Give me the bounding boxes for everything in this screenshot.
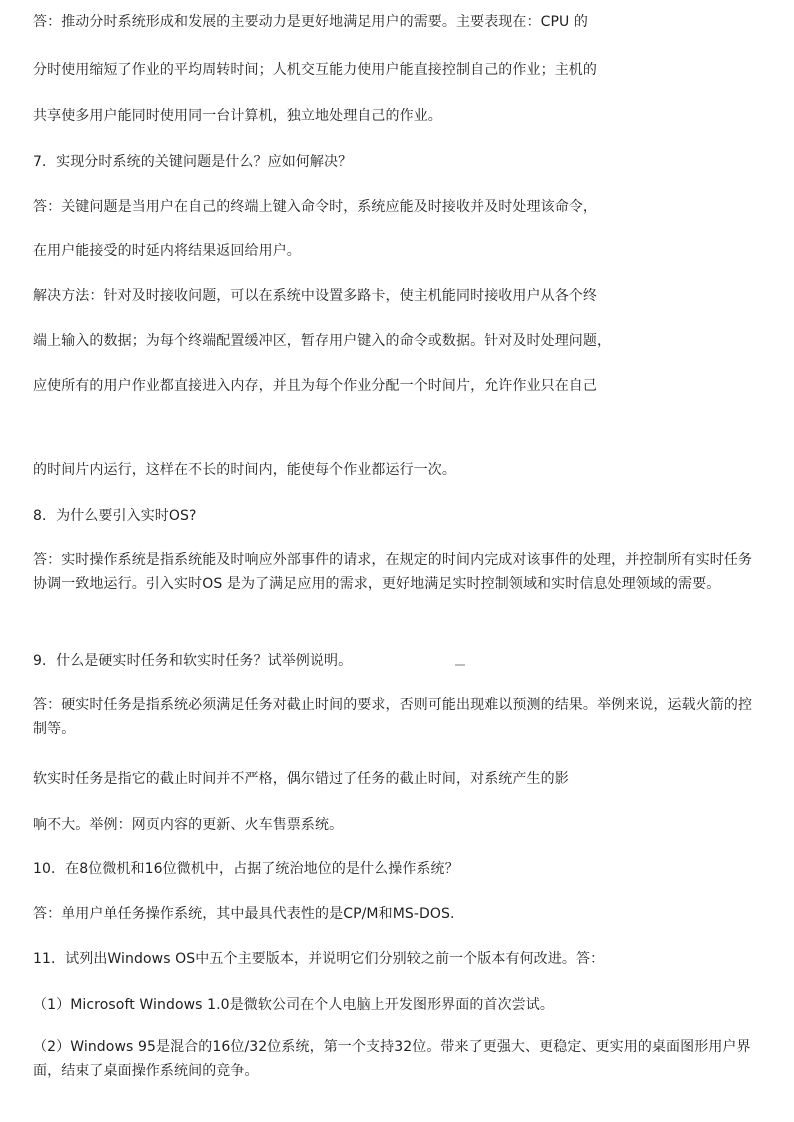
question-8: 8．为什么要引入实时OS? [33,508,197,524]
small-mark [455,664,465,666]
soft-realtime-line-2: 响不大。举例：网页内容的更新、火车售票系统。 [33,817,344,833]
question-11: 11．试列出Windows OS中五个主要版本，并说明它们分别较之前一个版本有何改进。答： [33,951,605,967]
version-2-paragraph: （2）Windows 95是混合的16位/32位系统，第一个支持32位。带来了更强大、更稳定、更实用的桌面图形用户界面，结束了桌面操作系统间的竞争。 [33,1039,751,1079]
question-7: 7．实现分时系统的关键问题是什么？应如何解决？ [33,154,353,170]
version-1-line: （1）Microsoft Windows 1.0是微软公司在个人电脑上开发图形界面的首次尝试。 [33,997,554,1013]
answer-7-line-2: 在用户能接受的时延内将结果返回给用户。 [33,243,301,259]
answer-8-paragraph: 答：实时操作系统是指系统能及时响应外部事件的请求，在规定的时间内完成对该事件的处理，并控制所有实时任务协调一致地运行。引入实时OS 是为了满足应用的需求，更好地满足实时控制领域和实时信息处理领域的需要。 [33,552,753,592]
answer-10: 答：单用户单任务操作系统，其中最具代表性的是CP/M和MS-DOS. [33,906,455,922]
soft-realtime-line-1: 软实时任务是指它的截止时间并不严格，偶尔错过了任务的截止时间，对系统产生的影 [33,771,569,787]
answer-7-line-1: 答：关键问题是当用户在自己的终端上键入命令时，系统应能及时接收并及时处理该命令， [33,199,597,215]
solution-line-4: 的时间片内运行，这样在不长的时间内，能使每个作业都运行一次。 [33,462,456,478]
answer-9-paragraph: 答：硬实时任务是指系统必须满足任务对截止时间的要求，否则可能出现难以预测的结果。举例来说，运载火箭的控制等。 [33,697,753,737]
solution-line-1: 解决方法：针对及时接收问题，可以在系统中设置多路卡，使主机能同时接收用户从各个终 [33,288,597,304]
answer-6-line-1: 答：推动分时系统形成和发展的主要动力是更好地满足用户的需要。主要表现在：CPU 的 [33,14,589,30]
answer-6-line-2: 分时使用缩短了作业的平均周转时间；人机交互能力使用户能直接控制自己的作业；主机的 [33,62,597,78]
solution-line-3: 应使所有的用户作业都直接进入内存，并且为每个作业分配一个时间片，允许作业只在自己 [33,378,597,394]
question-10: 10．在8位微机和16位微机中，占据了统治地位的是什么操作系统？ [33,861,459,877]
answer-6-line-3: 共享使多用户能同时使用同一台计算机，独立地处理自己的作业。 [33,108,442,124]
solution-line-2: 端上输入的数据；为每个终端配置缓冲区，暂存用户键入的命令或数据。针对及时处理问题， [33,333,612,349]
question-9: 9．什么是硬实时任务和软实时任务？试举例说明。 [33,653,353,669]
